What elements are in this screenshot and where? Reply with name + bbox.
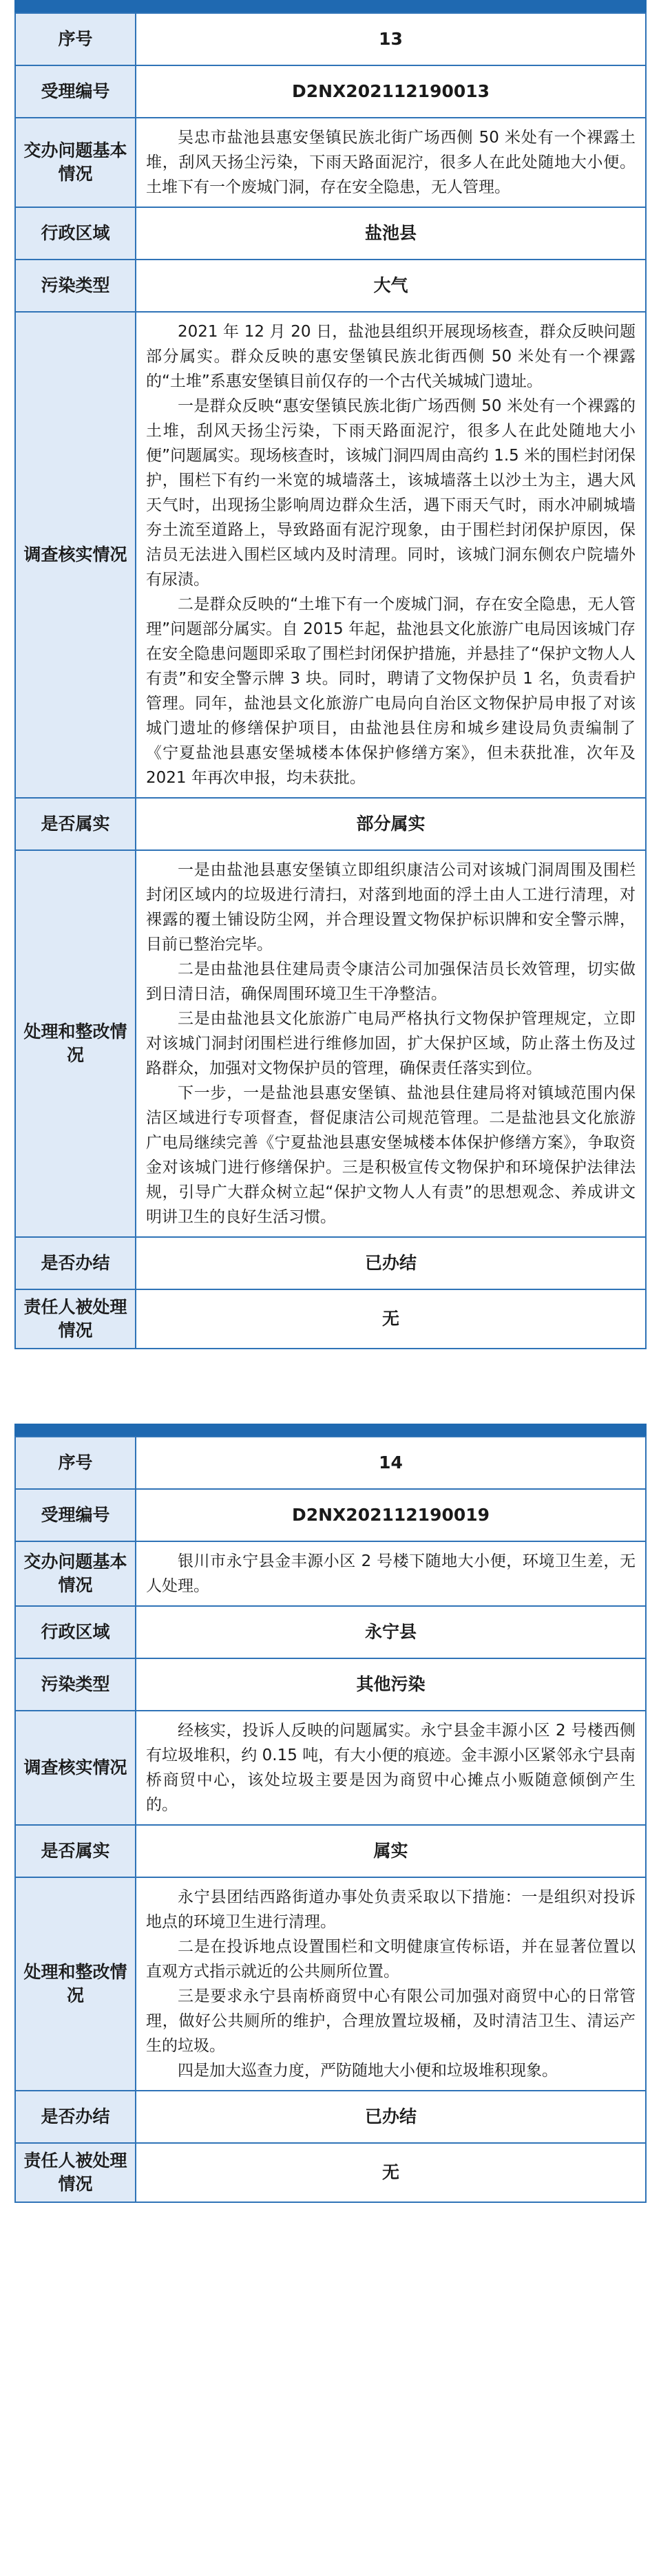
is-true-value: 属实 [136, 1825, 646, 1877]
investigation-label: 调查核实情况 [15, 1711, 136, 1825]
is-true-value: 部分属实 [136, 798, 646, 850]
is-closed-label: 是否办结 [15, 2091, 136, 2143]
region-value: 永宁县 [136, 1606, 646, 1658]
handling-label: 处理和整改情况 [15, 850, 136, 1237]
issue-basic-text: 银川市永宁县金丰源小区 2 号楼下随地大小便，环境卫生差，无人处理。 [146, 1552, 636, 1595]
case-table [14, 1436, 647, 2203]
case-table [14, 12, 647, 1349]
handling-label: 处理和整改情况 [15, 1877, 136, 2091]
accountability-value: 无 [136, 1289, 646, 1349]
pollution-type-value: 大气 [136, 260, 646, 312]
investigation-label: 调查核实情况 [15, 312, 136, 798]
issue-basic-label: 交办问题基本情况 [15, 1541, 136, 1606]
case-top-bar [14, 0, 647, 12]
handling-paragraph: 永宁县团结西路街道办事处负责采取以下措施：一是组织对投诉地点的环境卫生进行清理。 [146, 1888, 636, 1931]
accept-no-label: 受理编号 [15, 1489, 136, 1541]
seq-value: 13 [136, 13, 646, 65]
handling-paragraph: 四是加大巡查力度，严防随地大小便和垃圾堆积现象。 [178, 2062, 558, 2080]
pollution-type-value: 其他污染 [136, 1658, 646, 1711]
handling-paragraph: 二是在投诉地点设置围栏和文明健康宣传标语，并在显著位置以直观方式指示就近的公共厕所位置。 [146, 1938, 636, 1981]
investigation-paragraph: 二是群众反映的“土堆下有一个废城门洞，存在安全隐患，无人管理”问题部分属实。自 2015 年起，盐池县文化旅游广电局因该城门存在安全隐患问题即采取了围栏封闭保护措施，并悬挂了“保护文物人人有责”和安全警示牌 3 块。同时，聘请了文物保护员 1 名，负责看护管理。同年，盐池县文化旅游广电局向自治区文物保护局申报了对该城门遗址的修缮保护项目，由盐池县住房和城乡建设局负责编制了《宁夏盐池县惠安堡城楼本体保护修缮方案》，但未获批准，次年及 2021 年再次申报，均未获批。 [146, 595, 636, 787]
accountability-value: 无 [136, 2143, 646, 2202]
region-value: 盐池县 [136, 207, 646, 260]
handling-value [136, 850, 646, 1237]
accept-no-label: 受理编号 [15, 65, 136, 118]
investigation-value [136, 312, 646, 798]
seq-value: 14 [136, 1437, 646, 1489]
is-true-label: 是否属实 [15, 798, 136, 850]
accept-no-value: D2NX202112190019 [136, 1489, 646, 1541]
accept-no-value: D2NX202112190013 [136, 65, 646, 118]
issue-basic-value [136, 1541, 646, 1606]
is-closed-value: 已办结 [136, 1237, 646, 1289]
case-top-bar [14, 1424, 647, 1436]
pollution-type-label: 污染类型 [15, 1658, 136, 1711]
is-closed-label: 是否办结 [15, 1237, 136, 1289]
is-closed-value: 已办结 [136, 2091, 646, 2143]
investigation-paragraph: 经核实，投诉人反映的问题属实。永宁县金丰源小区 2 号楼西侧有垃圾堆积，约 0.15 吨，有大小便的痕迹。金丰源小区紧邻永宁县南桥商贸中心，该处垃圾主要是因为商贸中心摊点小贩随意倾倒产生的。 [146, 1722, 636, 1814]
investigation-value [136, 1711, 646, 1825]
handling-paragraph: 下一步，一是盐池县惠安堡镇、盐池县住建局将对镇域范围内保洁区域进行专项督查，督促康洁公司规范管理。二是盐池县文化旅游广电局继续完善《宁夏盐池县惠安堡城楼本体保护修缮方案》，争取资金对该城门进行修缮保护。三是积极宣传文物保护和环境保护法律法规，引导广大群众树立起“保护文物人人有责”的思想观念、养成讲文明讲卫生的良好生活习惯。 [146, 1084, 636, 1226]
handling-paragraph: 一是由盐池县惠安堡镇立即组织康洁公司对该城门洞周围及围栏封闭区域内的垃圾进行清扫，对落到地面的浮土由人工进行清理，对裸露的覆土铺设防尘网，并合理设置文物保护标识牌和安全警示牌，目前已整治完毕。 [146, 861, 636, 953]
seq-label: 序号 [15, 1437, 136, 1489]
investigation-paragraph: 一是群众反映“惠安堡镇民族北街广场西侧 50 米处有一个裸露的土堆，刮风天扬尘污染，下雨天路面泥泞，很多人在此处随地大小便”问题属实。现场核查时，该城门洞四周由高约 1.5 米的围栏封闭保护，围栏下有约一米宽的城墙落土，该城墙落土以沙土为主，遇大风天气时，出现扬尘影响周边群众生活，遇下雨天气时，雨水冲刷城墙夯土流至道路上，导致路面有泥泞现象，由于围栏封闭保护原因，保洁员无法进入围栏区域内及时清理。同时，该城门洞东侧农户院墙外有尿渍。 [146, 397, 636, 589]
seq-label: 序号 [15, 13, 136, 65]
handling-paragraph: 三是要求永宁县南桥商贸中心有限公司加强对商贸中心的日常管理，做好公共厕所的维护，合理放置垃圾桶，及时清洁卫生、清运产生的垃圾。 [146, 1987, 636, 2055]
case-14 [0, 1424, 661, 2203]
pollution-type-label: 污染类型 [15, 260, 136, 312]
handling-paragraph: 二是由盐池县住建局责令康洁公司加强保洁员长效管理，切实做到日清日洁，确保周围环境卫生干净整洁。 [146, 960, 636, 1003]
investigation-paragraph: 2021 年 12 月 20 日，盐池县组织开展现场核查，群众反映问题部分属实。群众反映的惠安堡镇民族北街西侧 50 米处有一个裸露的“土堆”系惠安堡镇目前仅存的一个古代关城城门遗址。 [146, 323, 636, 390]
accountability-label: 责任人被处理情况 [15, 2143, 136, 2202]
issue-basic-value [136, 118, 646, 207]
issue-basic-text: 吴忠市盐池县惠安堡镇民族北街广场西侧 50 米处有一个裸露土堆，刮风天扬尘污染，下雨天路面泥泞，很多人在此处随地大小便。土堆下有一个废城门洞，存在安全隐患，无人管理。 [146, 129, 636, 196]
issue-basic-label: 交办问题基本情况 [15, 118, 136, 207]
handling-value [136, 1877, 646, 2091]
is-true-label: 是否属实 [15, 1825, 136, 1877]
region-label: 行政区域 [15, 207, 136, 260]
accountability-label: 责任人被处理情况 [15, 1289, 136, 1349]
region-label: 行政区域 [15, 1606, 136, 1658]
handling-paragraph: 三是由盐池县文化旅游广电局严格执行文物保护管理规定，立即对该城门洞封闭围栏进行维修加固，扩大保护区域，防止落土伤及过路群众，加强对文物保护员的管理，确保责任落实到位。 [146, 1010, 636, 1077]
